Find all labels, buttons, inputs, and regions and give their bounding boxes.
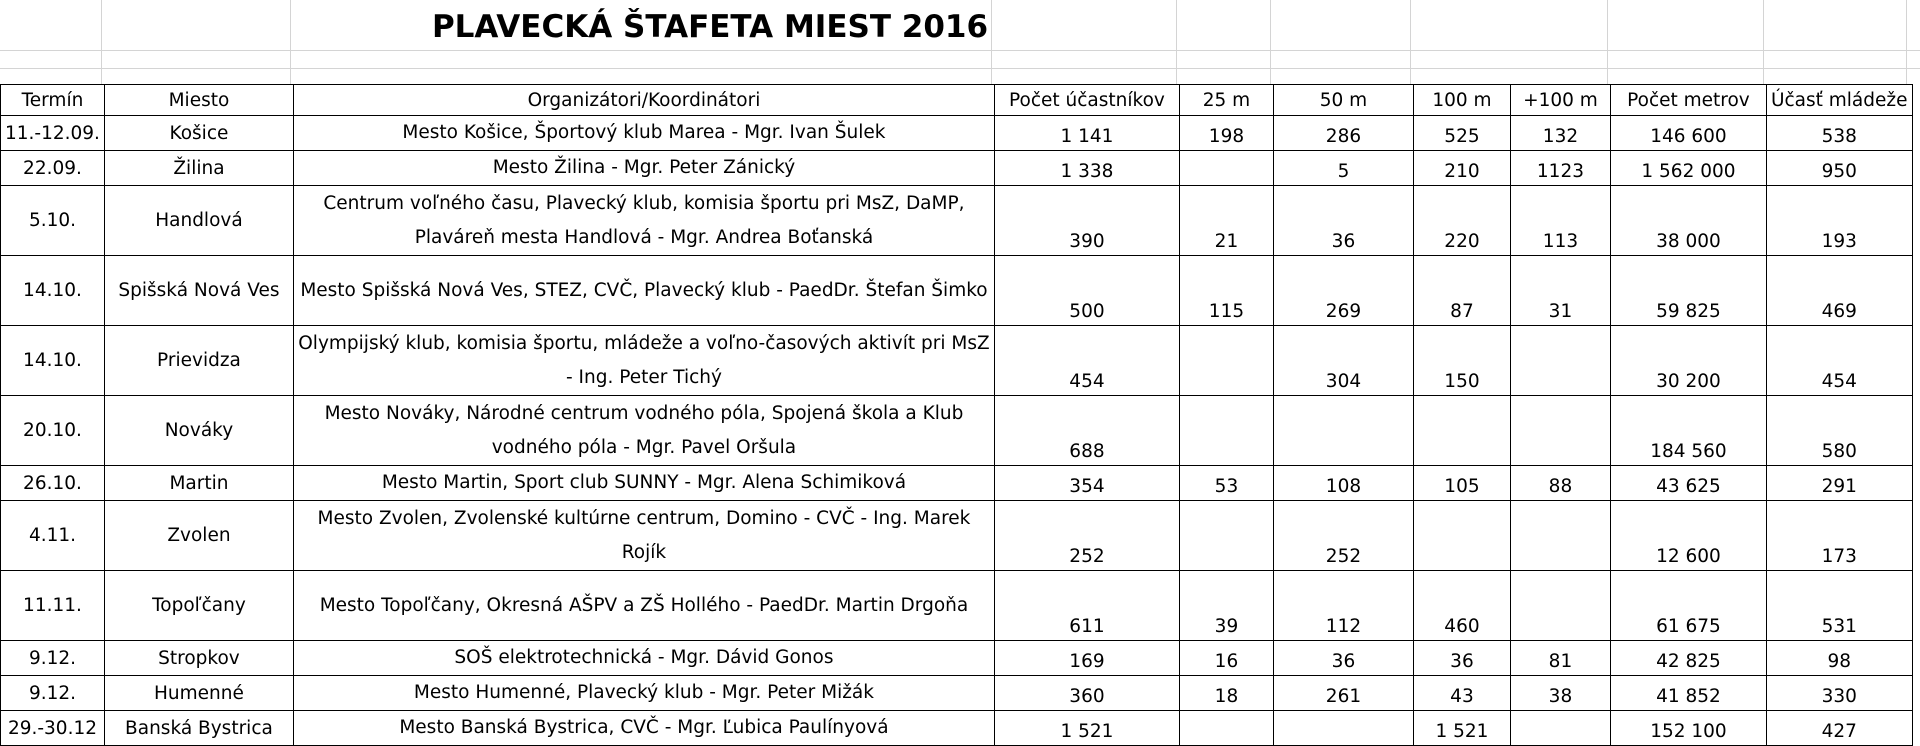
cell-50m[interactable]: 304: [1273, 326, 1413, 396]
cell-termin[interactable]: 29.-30.12: [1, 711, 105, 746]
cell-100m[interactable]: 105: [1413, 466, 1510, 501]
cell-pocet-metrov[interactable]: 184 560: [1610, 396, 1766, 466]
cell-100m-plus[interactable]: [1510, 711, 1610, 746]
sheet-title: PLAVECKÁ ŠTAFETA MIEST 2016: [431, 9, 989, 45]
cell-miesto[interactable]: Žilina: [104, 151, 293, 186]
grid-line: [1607, 0, 1608, 84]
cell-100m-plus[interactable]: [1510, 396, 1610, 466]
cell-ucast-mladeze[interactable]: 531: [1766, 571, 1912, 641]
cell-100m[interactable]: 525: [1413, 116, 1510, 151]
cell-25m[interactable]: 53: [1179, 466, 1273, 501]
cell-50m[interactable]: 269: [1273, 256, 1413, 326]
cell-miesto[interactable]: Zvolen: [104, 501, 293, 571]
cell-organizatori[interactable]: Mesto Martin, Sport club SUNNY - Mgr. Alena Schimiková: [293, 466, 994, 501]
header-row: [1, 85, 1913, 116]
cell-25m[interactable]: 115: [1179, 256, 1273, 326]
cell-pocet-ucastnikov[interactable]: 611: [994, 571, 1179, 641]
column-header[interactable]: 25 m: [1179, 85, 1273, 116]
cell-pocet-metrov[interactable]: 1 562 000: [1610, 151, 1766, 186]
cell-100m[interactable]: 150: [1413, 326, 1510, 396]
cell-miesto[interactable]: Banská Bystrica: [104, 711, 293, 746]
grid-line: [290, 0, 291, 84]
cell-100m[interactable]: 460: [1413, 571, 1510, 641]
grid-line: [1270, 0, 1271, 84]
table-row: [1, 711, 1913, 746]
table-row: [1, 676, 1913, 711]
cell-miesto[interactable]: Prievidza: [104, 326, 293, 396]
cell-100m[interactable]: 87: [1413, 256, 1510, 326]
cell-100m-plus[interactable]: 113: [1510, 186, 1610, 256]
cell-50m[interactable]: 261: [1273, 676, 1413, 711]
column-header[interactable]: Účasť mládeže: [1766, 85, 1912, 116]
cell-25m[interactable]: 16: [1179, 641, 1273, 676]
table-row: [1, 571, 1913, 641]
cell-pocet-ucastnikov[interactable]: 500: [994, 256, 1179, 326]
table-row: [1, 186, 1913, 256]
column-header[interactable]: 50 m: [1273, 85, 1413, 116]
cell-termin[interactable]: 9.12.: [1, 641, 105, 676]
cell-100m[interactable]: 36: [1413, 641, 1510, 676]
cell-ucast-mladeze[interactable]: 469: [1766, 256, 1912, 326]
cell-100m[interactable]: 1 521: [1413, 711, 1510, 746]
table-row: [1, 326, 1913, 396]
grid-line: [101, 0, 102, 84]
cell-termin[interactable]: 9.12.: [1, 676, 105, 711]
cell-pocet-metrov[interactable]: 152 100: [1610, 711, 1766, 746]
cell-pocet-ucastnikov[interactable]: 169: [994, 641, 1179, 676]
column-header[interactable]: Miesto: [104, 85, 293, 116]
cell-miesto[interactable]: Topoľčany: [104, 571, 293, 641]
cell-50m[interactable]: [1273, 396, 1413, 466]
cell-termin[interactable]: 4.11.: [1, 501, 105, 571]
cell-25m[interactable]: [1179, 396, 1273, 466]
column-header[interactable]: Počet metrov: [1610, 85, 1766, 116]
cell-pocet-ucastnikov[interactable]: 454: [994, 326, 1179, 396]
cell-organizatori[interactable]: Mesto Košice, Športový klub Marea - Mgr. Ivan Šulek: [293, 116, 994, 151]
cell-ucast-mladeze[interactable]: 193: [1766, 186, 1912, 256]
cell-termin[interactable]: 14.10.: [1, 326, 105, 396]
cell-100m-plus[interactable]: 81: [1510, 641, 1610, 676]
grid-line: [1176, 0, 1177, 84]
cell-termin[interactable]: 26.10.: [1, 466, 105, 501]
grid-line: [1410, 0, 1411, 84]
cell-termin[interactable]: 22.09.: [1, 151, 105, 186]
cell-organizatori[interactable]: Mesto Topoľčany, Okresná AŠPV a ZŠ Hollého - PaedDr. Martin Drgoňa: [293, 571, 994, 641]
cell-25m[interactable]: [1179, 501, 1273, 571]
results-table: [0, 84, 1913, 746]
cell-termin[interactable]: 11.11.: [1, 571, 105, 641]
cell-ucast-mladeze[interactable]: 98: [1766, 641, 1912, 676]
cell-pocet-ucastnikov[interactable]: 360: [994, 676, 1179, 711]
table-row: [1, 151, 1913, 186]
cell-50m[interactable]: 252: [1273, 501, 1413, 571]
cell-25m[interactable]: 18: [1179, 676, 1273, 711]
cell-100m[interactable]: [1413, 501, 1510, 571]
cell-ucast-mladeze[interactable]: 291: [1766, 466, 1912, 501]
cell-pocet-ucastnikov[interactable]: 252: [994, 501, 1179, 571]
cell-termin[interactable]: 5.10.: [1, 186, 105, 256]
cell-pocet-ucastnikov[interactable]: 688: [994, 396, 1179, 466]
cell-100m-plus[interactable]: 1123: [1510, 151, 1610, 186]
cell-50m[interactable]: 286: [1273, 116, 1413, 151]
cell-25m[interactable]: 21: [1179, 186, 1273, 256]
table-row: [1, 256, 1913, 326]
cell-ucast-mladeze[interactable]: 330: [1766, 676, 1912, 711]
cell-pocet-metrov[interactable]: 41 852: [1610, 676, 1766, 711]
cell-termin[interactable]: 11.-12.09.: [1, 116, 105, 151]
cell-25m[interactable]: 39: [1179, 571, 1273, 641]
cell-50m[interactable]: 5: [1273, 151, 1413, 186]
cell-100m-plus[interactable]: [1510, 571, 1610, 641]
cell-pocet-metrov[interactable]: 43 625: [1610, 466, 1766, 501]
cell-ucast-mladeze[interactable]: 454: [1766, 326, 1912, 396]
cell-organizatori[interactable]: Mesto Humenné, Plavecký klub - Mgr. Peter Mižák: [293, 676, 994, 711]
table-row: [1, 641, 1913, 676]
cell-miesto[interactable]: Humenné: [104, 676, 293, 711]
grid-line: [0, 50, 1920, 51]
cell-organizatori[interactable]: Mesto Banská Bystrica, CVČ - Mgr. Ľubica Paulínyová: [293, 711, 994, 746]
table-row: [1, 466, 1913, 501]
cell-pocet-ucastnikov[interactable]: 1 521: [994, 711, 1179, 746]
column-header[interactable]: +100 m: [1510, 85, 1610, 116]
cell-organizatori[interactable]: Mesto Spišská Nová Ves, STEZ, CVČ, Plavecký klub - PaedDr. Štefan Šimko: [293, 256, 994, 326]
grid-line: [0, 68, 1920, 69]
cell-pocet-metrov[interactable]: 146 600: [1610, 116, 1766, 151]
cell-termin[interactable]: 20.10.: [1, 396, 105, 466]
cell-miesto[interactable]: Spišská Nová Ves: [104, 256, 293, 326]
column-header[interactable]: Termín: [1, 85, 105, 116]
cell-25m[interactable]: [1179, 151, 1273, 186]
cell-ucast-mladeze[interactable]: 173: [1766, 501, 1912, 571]
cell-pocet-metrov[interactable]: 30 200: [1610, 326, 1766, 396]
cell-pocet-metrov[interactable]: 12 600: [1610, 501, 1766, 571]
cell-pocet-metrov[interactable]: 61 675: [1610, 571, 1766, 641]
cell-ucast-mladeze[interactable]: 538: [1766, 116, 1912, 151]
column-header[interactable]: 100 m: [1413, 85, 1510, 116]
cell-miesto[interactable]: Stropkov: [104, 641, 293, 676]
cell-organizatori[interactable]: Mesto Nováky, Národné centrum vodného póla, Spojená škola a Klub vodného póla - Mgr. Pavel Oršula: [293, 396, 994, 466]
table-body: [1, 116, 1913, 746]
cell-50m[interactable]: 108: [1273, 466, 1413, 501]
cell-pocet-ucastnikov[interactable]: 1 338: [994, 151, 1179, 186]
cell-pocet-metrov[interactable]: 59 825: [1610, 256, 1766, 326]
cell-ucast-mladeze[interactable]: 950: [1766, 151, 1912, 186]
cell-pocet-ucastnikov[interactable]: 390: [994, 186, 1179, 256]
grid-line: [1906, 0, 1907, 84]
cell-100m[interactable]: 210: [1413, 151, 1510, 186]
cell-pocet-ucastnikov[interactable]: 354: [994, 466, 1179, 501]
cell-50m[interactable]: 112: [1273, 571, 1413, 641]
cell-50m[interactable]: 36: [1273, 186, 1413, 256]
cell-organizatori[interactable]: Mesto Žilina - Mgr. Peter Zánický: [293, 151, 994, 186]
cell-25m[interactable]: 198: [1179, 116, 1273, 151]
cell-organizatori[interactable]: Olympijský klub, komisia športu, mládeže a voľno-časových aktivít pri MsZ - Ing. Peter Tichý: [293, 326, 994, 396]
cell-organizatori[interactable]: SOŠ elektrotechnická - Mgr. Dávid Gonos: [293, 641, 994, 676]
cell-25m[interactable]: [1179, 711, 1273, 746]
table-row: [1, 116, 1913, 151]
table-row: [1, 501, 1913, 571]
cell-miesto[interactable]: Košice: [104, 116, 293, 151]
cell-pocet-metrov[interactable]: 38 000: [1610, 186, 1766, 256]
cell-100m-plus[interactable]: 88: [1510, 466, 1610, 501]
cell-100m-plus[interactable]: 38: [1510, 676, 1610, 711]
cell-organizatori[interactable]: Centrum voľného času, Plavecký klub, komisia športu pri MsZ, DaMP, Plaváreň mesta Handlová - Mgr. Andrea Boťanská: [293, 186, 994, 256]
cell-100m[interactable]: 220: [1413, 186, 1510, 256]
cell-organizatori[interactable]: Mesto Zvolen, Zvolenské kultúrne centrum, Domino - CVČ - Ing. Marek Rojík: [293, 501, 994, 571]
column-header[interactable]: Organizátori/Koordinátori: [293, 85, 994, 116]
cell-100m-plus[interactable]: [1510, 326, 1610, 396]
cell-50m[interactable]: 36: [1273, 641, 1413, 676]
cell-100m-plus[interactable]: 132: [1510, 116, 1610, 151]
grid-line: [1763, 0, 1764, 84]
cell-100m-plus[interactable]: [1510, 501, 1610, 571]
cell-100m[interactable]: 43: [1413, 676, 1510, 711]
cell-miesto[interactable]: Handlová: [104, 186, 293, 256]
cell-25m[interactable]: [1179, 326, 1273, 396]
cell-miesto[interactable]: Nováky: [104, 396, 293, 466]
column-header[interactable]: Počet účastníkov: [994, 85, 1179, 116]
cell-100m[interactable]: [1413, 396, 1510, 466]
cell-pocet-ucastnikov[interactable]: 1 141: [994, 116, 1179, 151]
cell-miesto[interactable]: Martin: [104, 466, 293, 501]
cell-50m[interactable]: [1273, 711, 1413, 746]
cell-100m-plus[interactable]: 31: [1510, 256, 1610, 326]
cell-pocet-metrov[interactable]: 42 825: [1610, 641, 1766, 676]
cell-ucast-mladeze[interactable]: 427: [1766, 711, 1912, 746]
cell-termin[interactable]: 14.10.: [1, 256, 105, 326]
table-row: [1, 396, 1913, 466]
cell-ucast-mladeze[interactable]: 580: [1766, 396, 1912, 466]
